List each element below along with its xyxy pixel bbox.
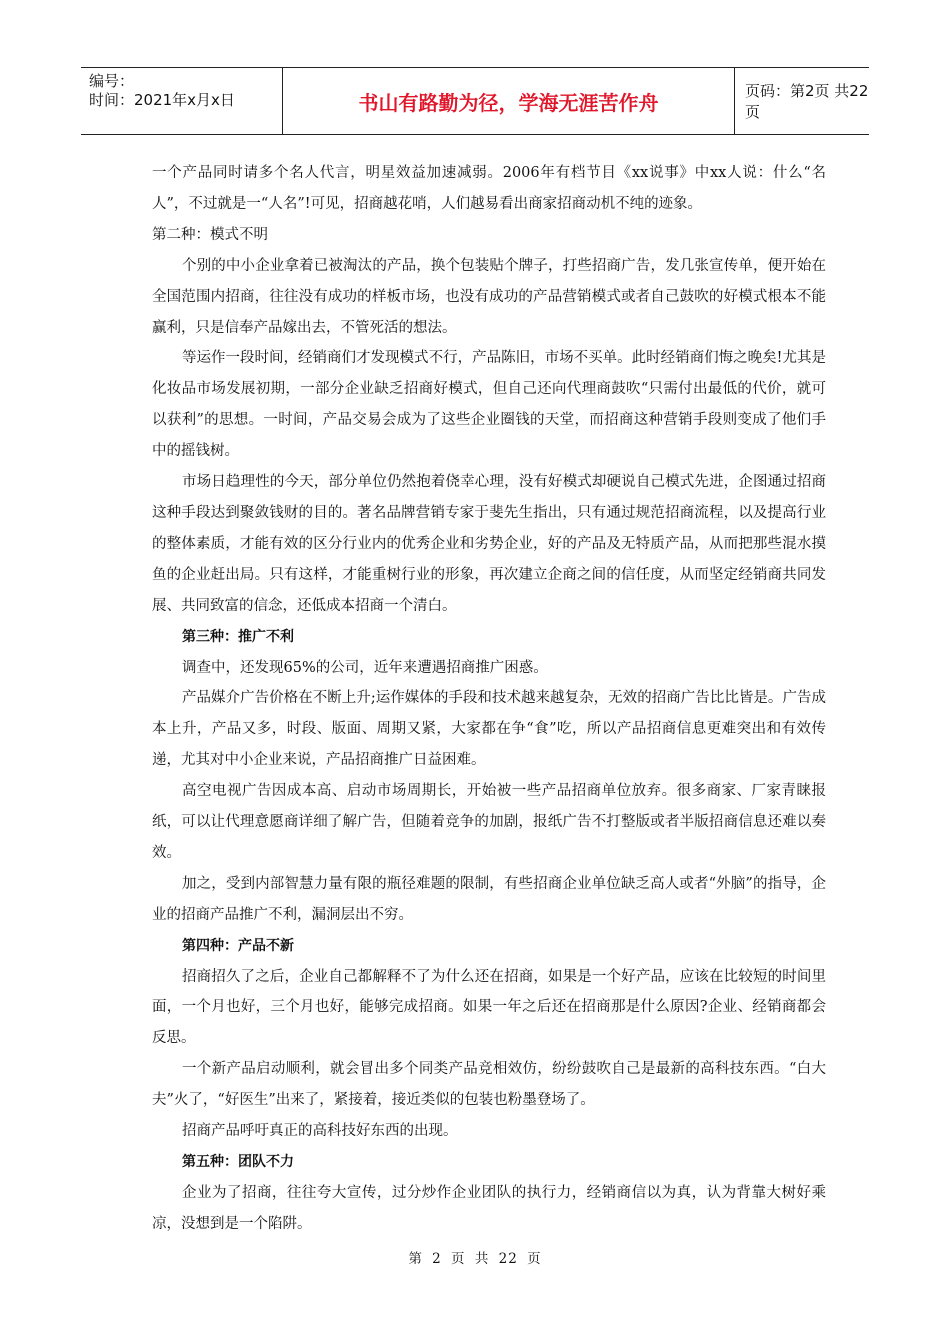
paragraph: 一个新产品启动顺利，就会冒出多个同类产品竞相效仿，纷纷鼓吹自己是最新的高科技东西。“白大夫”火了，“好医生”出来了，紧接着，接近类似的包装也粉墨登场了。: [152, 1061, 826, 1109]
paragraph: 加之，受到内部智慧力量有限的瓶径难题的限制，有些招商企业单位缺乏高人或者“外脑”的指导，企业的招商产品推广不利，漏洞层出不穷。: [152, 875, 826, 923]
paragraph: 招商招久了之后，企业自己都解释不了为什么还在招商，如果是一个好产品，应该在比较短的时间里面，一个月也好，三个月也好，能够完成招商。如果一年之后还在招商那是什么原因?企业、经销商都会反思。: [152, 968, 826, 1047]
paragraph: 高空电视广告因成本高、启动市场周期长，开始被一些产品招商单位放弃。很多商家、厂家青睐报纸，可以让代理意愿商详细了解广告，但随着竞争的加剧，报纸广告不打整版或者半版招商信息还难以奏效。: [152, 783, 826, 861]
document-time-label: 时间：2021年x月x日: [89, 91, 235, 109]
paragraph: 第二种：模式不明: [152, 226, 268, 243]
paragraph: 等运作一段时间，经销商们才发现模式不行，产品陈旧，市场不买单。此时经销商们悔之晚矣!尤其是化妆品市场发展初期，一部分企业缺乏招商好模式，但自己还向代理商鼓吹“只需付出最低的代价，就可以获利”的思想。一时间，产品交易会成为了这些企业圈钱的天堂，而招商这种营销手段则变成了他们手中的摇钱树。: [152, 350, 826, 460]
paragraph: 个别的中小企业拿着已被淘汰的产品，换个包装贴个牌子，打些招商广告，发几张宣传单，便开始在全国范围内招商，往往没有成功的样板市场，也没有成功的产品营销模式或者自己鼓吹的好模式根本不能赢利，只是信奉产品嫁出去，不管死活的想法。: [152, 257, 826, 336]
header-meta: [81, 68, 283, 134]
paragraph: 市场日趋理性的今天，部分单位仍然抱着侥幸心理，没有好模式却硬说自己模式先进，企图通过招商这种手段达到聚敛钱财的目的。著名品牌营销专家于斐先生指出，只有通过规范招商流程，以及提高行业的整体素质，才能有效的区分行业内的优秀企业和劣势企业，好的产品及无特质产品，从而把那些混水摸鱼的企业赶出局。只有这样，才能重树行业的形象，再次建立企商之间的信任度，从而坚定经销商共同发展、共同致富的信念，还低成本招商一个清白。: [152, 474, 826, 614]
section-heading: 第三种：推广不利: [182, 628, 294, 645]
header-page-info: 页码：第2页 共22页: [745, 82, 869, 121]
page-header: [81, 67, 869, 135]
document-number-label: 编号：: [89, 72, 135, 90]
section-heading: 第四种：产品不新: [182, 937, 294, 954]
document-body: [152, 158, 826, 1240]
paragraph: 产品媒介广告价格在不断上升;运作媒体的手段和技术越来越复杂，无效的招商广告比比皆是。广告成本上升，产品又多，时段、版面、周期又紧，大家都在争“食”吃，所以产品招商信息更难突出和有效传递，尤其对中小企业来说，产品招商推广日益困难。: [152, 690, 826, 769]
paragraph: 企业为了招商，往往夸大宣传，过分炒作企业团队的执行力，经销商信以为真，认为背靠大树好乘凉，没想到是一个陷阱。: [152, 1184, 826, 1232]
section-heading: 第五种：团队不力: [182, 1154, 294, 1170]
paragraph: 一个产品同时请多个名人代言，明星效益加速减弱。2006年有档节目《xx说事》中xx人说：什么“名人”，不过就是一“人名”!可见，招商越花哨，人们越易看出商家招商动机不纯的迹象。: [152, 165, 826, 212]
paragraph: 调查中，还发现65%的公司，近年来遭遇招商推广困惑。: [182, 659, 548, 676]
page-footer: 第 2 页 共 22 页: [408, 1251, 542, 1267]
paragraph: 招商产品呼吁真正的高科技好东西的出现。: [182, 1123, 458, 1140]
header-slogan: 书山有路勤为径，学海无涯苦作舟: [283, 68, 735, 134]
